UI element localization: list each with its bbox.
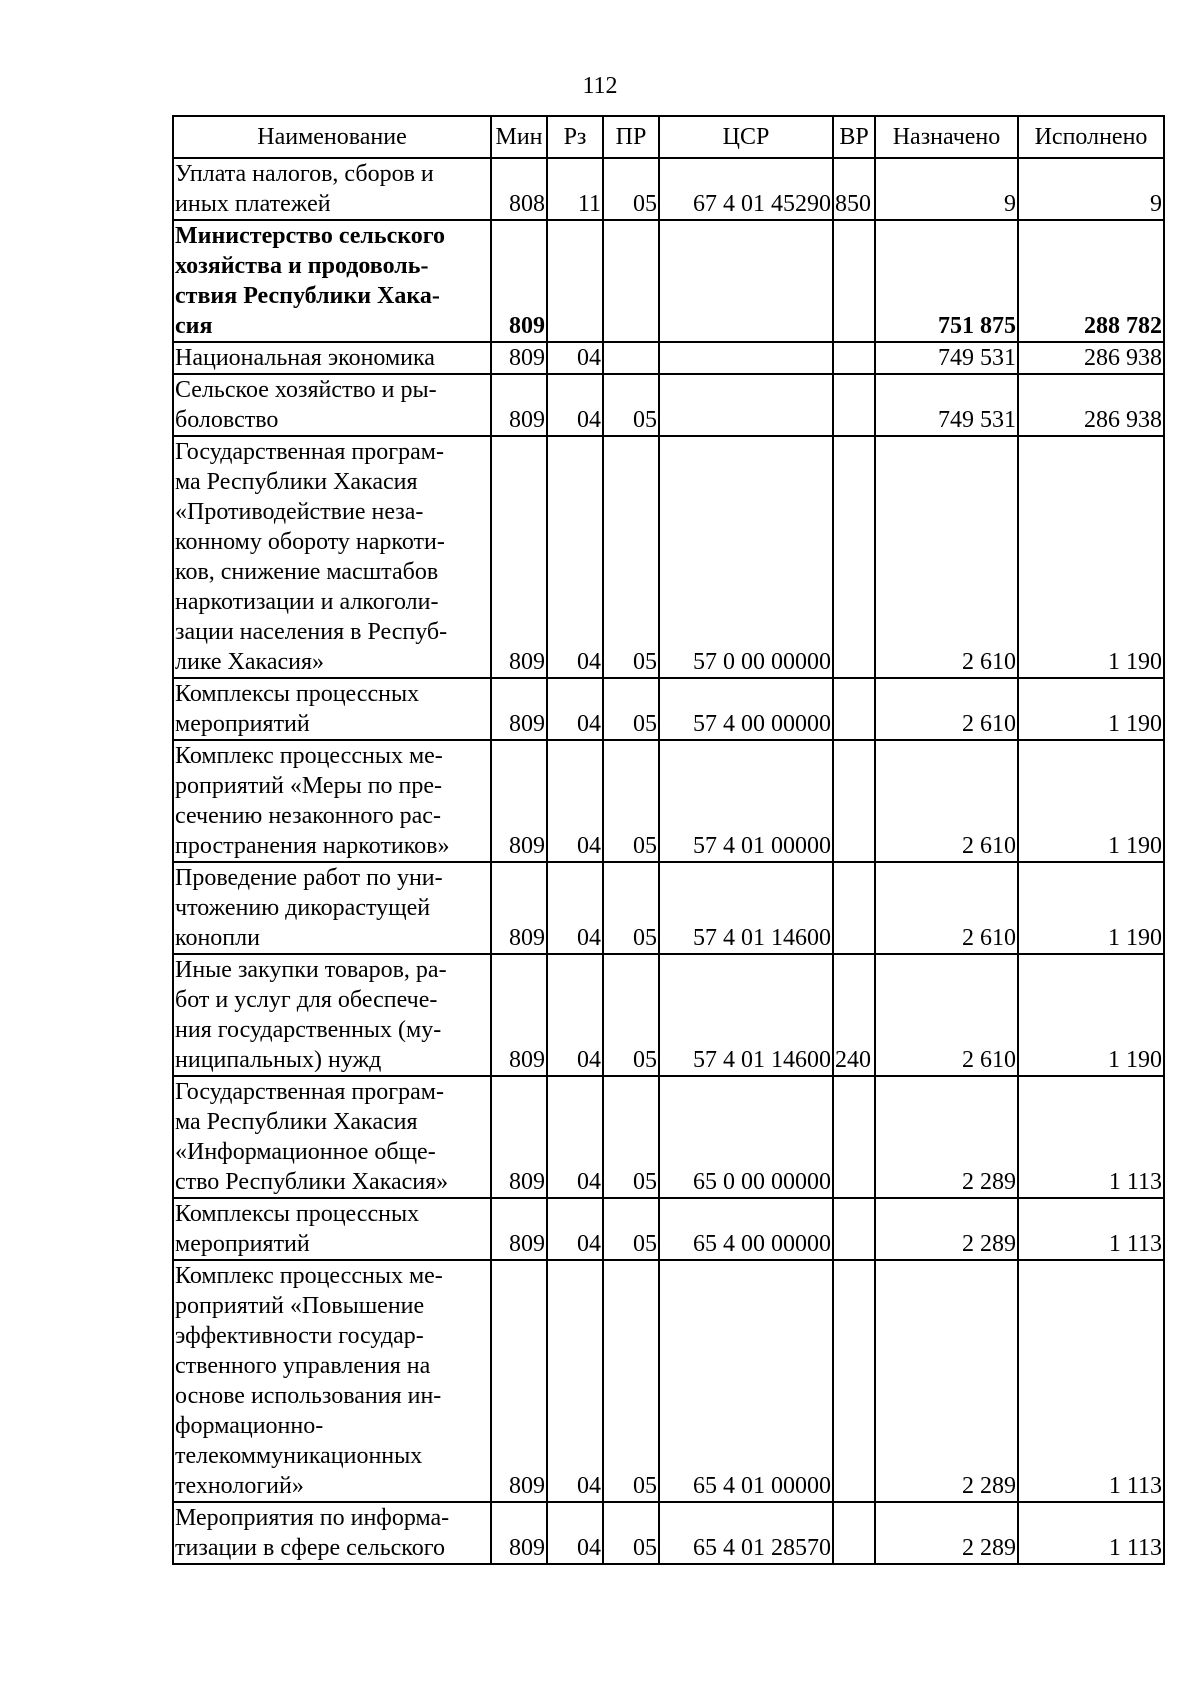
cell-name-line: Государственная програм-	[175, 439, 444, 465]
cell-csr: 67 4 01 45290	[659, 158, 833, 220]
cell-ispolneno: 1 190	[1018, 740, 1164, 862]
cell-name-line: телекоммуникационных	[175, 1443, 423, 1469]
cell-vr	[833, 374, 875, 436]
table-row	[173, 1502, 1164, 1564]
cell-pr: 05	[603, 954, 659, 1076]
cell-vr	[833, 342, 875, 374]
cell-naznacheno: 749 531	[875, 374, 1018, 436]
cell-name-line: Сельское хозяйство и ры-	[175, 377, 437, 403]
cell-name-line: «Информационное обще-	[175, 1139, 436, 1165]
cell-name-line: конопли	[175, 925, 260, 951]
cell-vr	[833, 740, 875, 862]
header-rz: Рз	[547, 116, 603, 158]
cell-csr	[659, 374, 833, 436]
table-row	[173, 862, 1164, 954]
header-naznacheno: Назначено	[875, 116, 1018, 158]
cell-name	[173, 740, 491, 862]
cell-min: 808	[491, 158, 547, 220]
cell-name-line: сия	[175, 313, 213, 339]
cell-name	[173, 158, 491, 220]
cell-ispolneno: 286 938	[1018, 342, 1164, 374]
table-row	[173, 158, 1164, 220]
table-row	[173, 342, 1164, 374]
cell-min: 809	[491, 342, 547, 374]
cell-min: 809	[491, 1076, 547, 1198]
cell-name-line: Комплекс процессных ме-	[175, 1263, 443, 1289]
cell-name-line: основе использования ин-	[175, 1383, 442, 1409]
cell-name-line: ма Республики Хакасия	[175, 1109, 418, 1135]
cell-naznacheno: 749 531	[875, 342, 1018, 374]
header-min: Мин	[491, 116, 547, 158]
cell-rz: 04	[547, 342, 603, 374]
cell-pr: 05	[603, 1260, 659, 1502]
cell-ispolneno: 1 190	[1018, 678, 1164, 740]
table-row	[173, 436, 1164, 678]
cell-name	[173, 1076, 491, 1198]
cell-vr	[833, 862, 875, 954]
cell-name	[173, 374, 491, 436]
table-row	[173, 1198, 1164, 1260]
cell-csr: 65 0 00 00000	[659, 1076, 833, 1198]
cell-name-line: наркотизации и алкоголи-	[175, 589, 439, 615]
cell-rz: 04	[547, 374, 603, 436]
cell-vr	[833, 1198, 875, 1260]
cell-name-line: Комплексы процессных	[175, 1201, 420, 1227]
cell-naznacheno: 2 289	[875, 1076, 1018, 1198]
cell-vr: 240	[833, 954, 875, 1076]
table-body	[173, 158, 1164, 1564]
cell-name-line: ственного управления на	[175, 1353, 431, 1379]
cell-ispolneno: 9	[1018, 158, 1164, 220]
cell-name-line: Национальная экономика	[175, 345, 435, 371]
cell-naznacheno: 9	[875, 158, 1018, 220]
cell-name	[173, 678, 491, 740]
cell-min: 809	[491, 1260, 547, 1502]
cell-vr: 850	[833, 158, 875, 220]
cell-vr	[833, 678, 875, 740]
cell-min: 809	[491, 436, 547, 678]
cell-ispolneno: 1 113	[1018, 1076, 1164, 1198]
cell-name-line: бот и услуг для обеспече-	[175, 987, 438, 1013]
cell-min: 809	[491, 1502, 547, 1564]
budget-table	[172, 115, 1165, 1565]
cell-pr: 05	[603, 740, 659, 862]
cell-name-line: пространения наркотиков»	[175, 833, 450, 859]
cell-ispolneno: 1 190	[1018, 436, 1164, 678]
cell-name-line: ма Республики Хакасия	[175, 469, 418, 495]
cell-name-line: роприятий «Повышение	[175, 1293, 425, 1319]
cell-vr	[833, 1076, 875, 1198]
cell-name	[173, 1198, 491, 1260]
cell-name	[173, 1260, 491, 1502]
cell-pr	[603, 220, 659, 342]
cell-name-line: тизации в сфере сельского	[175, 1535, 445, 1561]
cell-ispolneno: 288 782	[1018, 220, 1164, 342]
cell-min: 809	[491, 954, 547, 1076]
header-ispolneno: Исполнено	[1018, 116, 1164, 158]
cell-name-line: ков, снижение масштабов	[175, 559, 439, 585]
cell-pr	[603, 342, 659, 374]
cell-naznacheno: 2 610	[875, 678, 1018, 740]
cell-naznacheno: 2 289	[875, 1260, 1018, 1502]
cell-csr: 57 4 01 14600	[659, 954, 833, 1076]
cell-pr: 05	[603, 1076, 659, 1198]
cell-name	[173, 1502, 491, 1564]
cell-name-line: конному обороту наркоти-	[175, 529, 445, 555]
table-row	[173, 954, 1164, 1076]
cell-ispolneno: 1 113	[1018, 1260, 1164, 1502]
cell-name-line: лике Хакасия»	[175, 649, 325, 675]
cell-name-line: «Противодействие неза-	[175, 499, 424, 525]
cell-name-line: Комплекс процессных ме-	[175, 743, 443, 769]
cell-name-line: Мероприятия по информа-	[175, 1505, 450, 1531]
cell-pr: 05	[603, 678, 659, 740]
cell-rz: 04	[547, 678, 603, 740]
cell-ispolneno: 1 113	[1018, 1502, 1164, 1564]
header-csr: ЦСР	[659, 116, 833, 158]
cell-min: 809	[491, 740, 547, 862]
cell-name	[173, 436, 491, 678]
cell-name-line: ство Республики Хакасия»	[175, 1169, 449, 1195]
cell-name-line: технологий»	[175, 1473, 304, 1499]
cell-name-line: Проведение работ по уни-	[175, 865, 443, 891]
header-name: Наименование	[173, 116, 491, 158]
cell-vr	[833, 436, 875, 678]
cell-name	[173, 954, 491, 1076]
cell-csr: 65 4 01 28570	[659, 1502, 833, 1564]
cell-name-line: мероприятий	[175, 1231, 310, 1257]
cell-name-line: Иные закупки товаров, ра-	[175, 957, 447, 983]
cell-csr: 57 4 01 14600	[659, 862, 833, 954]
cell-vr	[833, 1260, 875, 1502]
cell-naznacheno: 2 289	[875, 1198, 1018, 1260]
cell-csr: 57 0 00 00000	[659, 436, 833, 678]
cell-name-line: мероприятий	[175, 711, 310, 737]
cell-rz: 04	[547, 954, 603, 1076]
cell-ispolneno: 1 113	[1018, 1198, 1164, 1260]
cell-pr: 05	[603, 1502, 659, 1564]
table-row	[173, 1076, 1164, 1198]
cell-rz: 04	[547, 436, 603, 678]
cell-csr	[659, 342, 833, 374]
cell-name-line: Министерство сельского	[175, 223, 446, 249]
cell-min: 809	[491, 374, 547, 436]
cell-name-line: формационно-	[175, 1413, 324, 1439]
cell-ispolneno: 286 938	[1018, 374, 1164, 436]
cell-naznacheno: 2 610	[875, 954, 1018, 1076]
cell-name-line: иных платежей	[175, 191, 331, 217]
cell-rz: 04	[547, 740, 603, 862]
table-row	[173, 220, 1164, 342]
cell-rz	[547, 220, 603, 342]
page-number: 112	[582, 73, 618, 99]
cell-csr: 65 4 00 00000	[659, 1198, 833, 1260]
table-row	[173, 740, 1164, 862]
cell-pr: 05	[603, 436, 659, 678]
cell-ispolneno: 1 190	[1018, 862, 1164, 954]
cell-name-line: боловство	[175, 407, 279, 433]
cell-name-line: хозяйства и продоволь-	[175, 253, 429, 279]
cell-name	[173, 220, 491, 342]
cell-naznacheno: 2 610	[875, 740, 1018, 862]
cell-naznacheno: 751 875	[875, 220, 1018, 342]
cell-rz: 04	[547, 862, 603, 954]
cell-name-line: ниципальных) нужд	[175, 1047, 382, 1073]
cell-naznacheno: 2 610	[875, 436, 1018, 678]
cell-min: 809	[491, 862, 547, 954]
table-row	[173, 374, 1164, 436]
cell-name-line: ния государственных (му-	[175, 1017, 442, 1043]
cell-naznacheno: 2 289	[875, 1502, 1018, 1564]
cell-min: 809	[491, 220, 547, 342]
cell-naznacheno: 2 610	[875, 862, 1018, 954]
table-row	[173, 1260, 1164, 1502]
cell-name	[173, 342, 491, 374]
cell-csr: 57 4 00 00000	[659, 678, 833, 740]
cell-pr: 05	[603, 374, 659, 436]
cell-csr: 65 4 01 00000	[659, 1260, 833, 1502]
cell-rz: 11	[547, 158, 603, 220]
cell-name-line: чтожению дикорастущей	[175, 895, 431, 921]
cell-min: 809	[491, 678, 547, 740]
header-pr: ПР	[603, 116, 659, 158]
cell-rz: 04	[547, 1260, 603, 1502]
cell-name-line: роприятий «Меры по пре-	[175, 773, 443, 799]
table-header-row	[173, 116, 1164, 158]
cell-name	[173, 862, 491, 954]
cell-pr: 05	[603, 1198, 659, 1260]
cell-name-line: зации населения в Респуб-	[175, 619, 448, 645]
cell-pr: 05	[603, 862, 659, 954]
cell-name-line: сечению незаконного рас-	[175, 803, 441, 829]
cell-name-line: Государственная програм-	[175, 1079, 444, 1105]
cell-rz: 04	[547, 1198, 603, 1260]
cell-name-line: Комплексы процессных	[175, 681, 420, 707]
cell-name-line: эффективности государ-	[175, 1323, 424, 1349]
cell-ispolneno: 1 190	[1018, 954, 1164, 1076]
cell-csr: 57 4 01 00000	[659, 740, 833, 862]
cell-csr	[659, 220, 833, 342]
cell-vr	[833, 220, 875, 342]
cell-vr	[833, 1502, 875, 1564]
cell-name-line: Уплата налогов, сборов и	[175, 161, 434, 187]
header-vr: ВР	[833, 116, 875, 158]
cell-rz: 04	[547, 1076, 603, 1198]
cell-min: 809	[491, 1198, 547, 1260]
cell-rz: 04	[547, 1502, 603, 1564]
cell-name-line: ствия Республики Хака-	[175, 283, 440, 309]
cell-pr: 05	[603, 158, 659, 220]
table-row	[173, 678, 1164, 740]
